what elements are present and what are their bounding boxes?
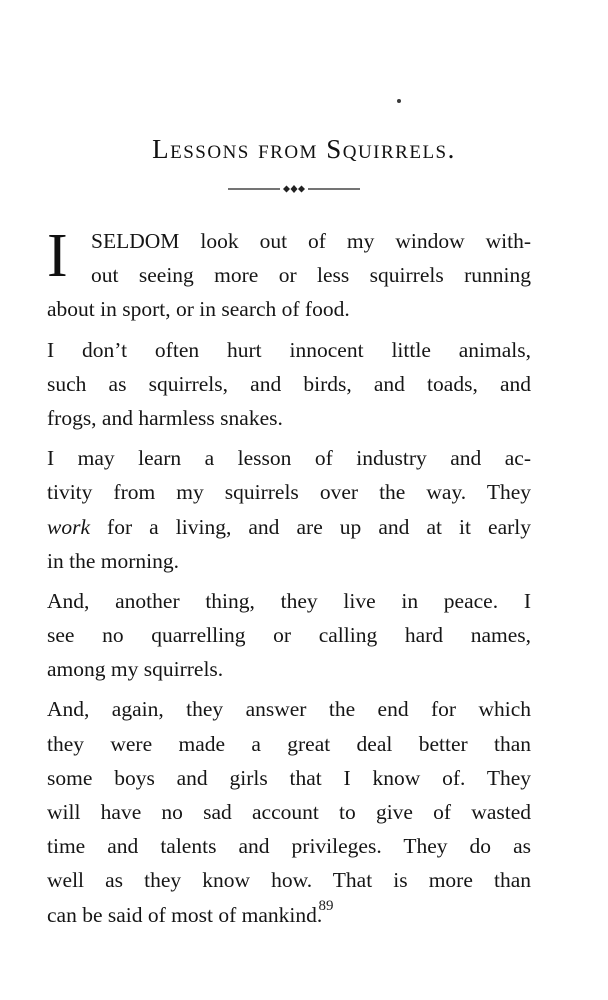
- text-line: And, another thing, they live in peace. I: [47, 588, 531, 613]
- text-line: tivity from my squirrels over the way. They: [47, 480, 531, 505]
- paragraph-3: [47, 441, 531, 578]
- body-text: [47, 224, 531, 932]
- paragraph-5: [47, 692, 531, 931]
- emphasized-word: work: [47, 514, 90, 539]
- text-line: in the morning.: [47, 548, 179, 573]
- text-line: SELDOM look out of my window with-: [91, 229, 531, 253]
- paragraph-4: [47, 584, 531, 687]
- text-line: see no quarrelling or calling hard names,: [47, 623, 531, 648]
- text-line-rest: for a living, and are up and at it early: [90, 514, 531, 539]
- text-line: about in sport, or in search of food.: [47, 297, 350, 322]
- title-ornament-divider: [228, 182, 360, 196]
- text-line: among my squirrels.: [47, 657, 224, 682]
- text-line: they were made a great deal better than: [47, 731, 531, 756]
- paragraph-1: [47, 224, 531, 327]
- paragraph-2: [47, 333, 531, 436]
- drop-cap: I: [47, 222, 68, 290]
- text-line: I don’t often hurt innocent little animals,: [47, 337, 531, 362]
- page-number: 89: [318, 898, 334, 914]
- text-line: some boys and girls that I know of. They: [47, 765, 531, 790]
- text-line: such as squirrels, and birds, and toads, and: [47, 371, 531, 396]
- text-line: can be said of most of mankind.: [47, 902, 323, 927]
- text-line: And, again, they answer the end for which: [47, 697, 531, 722]
- text-line: out seeing more or less squirrels running: [91, 263, 531, 288]
- text-line: frogs, and harmless snakes.: [47, 405, 283, 430]
- text-line: well as they know how. That is more than: [47, 868, 531, 893]
- chapter-title: Lessons from Squirrels.: [152, 134, 456, 164]
- print-speck: [397, 99, 401, 103]
- text-line: time and talents and privileges. They do as: [47, 834, 531, 859]
- text-line-with-emphasis: [47, 510, 531, 544]
- text-line: I may learn a lesson of industry and ac-: [47, 446, 531, 471]
- text-line: will have no sad account to give of wasted: [47, 800, 531, 824]
